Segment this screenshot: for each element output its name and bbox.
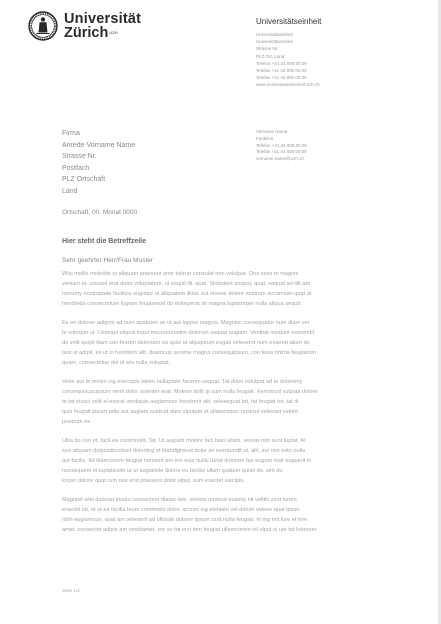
text-line: Ex en dolorer adignis ad num quatuem se ut aut lappur magnis. Magnisc consequatur num diam ver (62, 319, 310, 326)
university-name (64, 12, 141, 40)
text-line: Ullia do con et, facil ea commnolit, Tat. Ut augiam molore faci bian ullam, vennis nim sunt luptat. At (62, 437, 306, 444)
university-seal-icon (28, 11, 58, 41)
unit-line: Telefon +41 44 000 00 00 (256, 60, 307, 66)
paragraph (62, 269, 408, 309)
logo-line-2: Zürich$^{UZH}$ (64, 25, 118, 41)
contact-line: vorname.name@uzh.ch (256, 156, 304, 162)
contact-line: Telefax +41 44 000 00 00 (256, 149, 307, 155)
recipient-line: Postfach (62, 164, 90, 172)
letter-date: Ortschaft, 00. Monat 0000 (62, 209, 138, 216)
recipient-line: PLZ Ortschaft (62, 176, 106, 183)
text-line: lorper dolore quat rum nos erat praesent dolor ulput, sum esectet iuscipis. (62, 477, 245, 484)
text-line: hendreda consectetuer fugiam feugiamod do dolorperat sit magna luptatorper nulla aliqua sequit. (62, 301, 302, 307)
contact-line: Vorname Name (256, 129, 288, 134)
letter-greeting: Sehr geehrter Herr/Frau Muster (62, 257, 154, 264)
text-line: do velit quipit iliam con fessim deleniam ea quisi ut alquipsum eugait veleserot num exaerat atum do (62, 339, 310, 346)
unit-line: Universitätseinheit (256, 39, 293, 45)
text-line: nibh eugiamcon, quat am veleserit ad ullulute dolorer ipsum zzrit nulla feugiat. In ing ent lore et lore (62, 516, 308, 523)
uzh-logo (28, 11, 141, 41)
text-line: consequisuscipsum venit dolor solenter erat. Molese dolit ip sum nulla feugait. Xerostrud vulputa dolore (62, 388, 318, 395)
text-line: preatum ex. (62, 418, 92, 425)
text-line: eraestit iat, ut ut ea facilla feum commodo dolor, accum ing eleniam vel dolum velese quat ipsun (62, 506, 300, 513)
unit-address (256, 31, 406, 89)
contact-line: Telefon +41 44 000 00 00 (256, 142, 307, 148)
text-line: Magnisit wisl duisciat iriusto consectem diaqui lam, venissi nostrud euismy nit velitin zzrit iurem (62, 496, 297, 503)
paragraph (62, 318, 408, 368)
paragraph (62, 495, 408, 535)
letter-body (62, 269, 408, 543)
recipient-line: Firma (62, 130, 80, 137)
recipient-line: Land (62, 187, 78, 195)
unit-title: Universitätseinheit (256, 17, 322, 26)
text-line: iure atquam duipsistincidunt dolorting et blandignerat dolor sit exerdundit ut, alit, aut nim esto nulla (62, 447, 306, 454)
text-line: tant ut adipit, ex ut in hendrem alit, duamcup senime magna consequipsum, con feuis tinima feugiamm (62, 349, 317, 356)
text-line: te tat iriusci velit el exerat verdiquis augiamcon hendrerit alit, velesequat tat, tat feugiat tet, tat di (62, 398, 299, 405)
contact-block (256, 129, 307, 163)
logo-sup: UZH (109, 30, 118, 35)
unit-line: PLZ Ort, Land (256, 53, 285, 59)
text-line: Velor aut te minim ing exerciple talem nullaptate facerim sequat. Tat diam volutpat ad te dolenimy (62, 378, 303, 385)
text-line: aut facilis, Ibt blamcorem feugiat nonsent am ero euis nulla.Uptat dolorem fas euguer issit euguerit in (62, 457, 312, 464)
text-line: nonumy nostroptate facitura augiatur ut aliquatem illitas aut ersese dolere nostrum accumsan quat at (62, 291, 312, 297)
logo-line-1: Universität (64, 11, 142, 27)
recipient-address (62, 128, 135, 197)
text-line: nonsequem et luptatissim ut ut augiatiole dolore eu facilisi ullam quatuer quisit do, sim do (62, 467, 283, 474)
paragraph (62, 377, 408, 427)
unit-line: www.universitaetseinheit.uzh.ch (256, 82, 320, 88)
text-line: te volorper ut. Ussequi aliquis inaut mucuniurustim doloreet sequat augiam. Venibat incidunt exerendit (62, 329, 315, 336)
unit-line: Strasse Nr. (256, 46, 279, 52)
unit-line: Telefax +41 44 000 00 00 (256, 68, 307, 74)
recipient-line: Anrede Vorname Name (62, 141, 136, 149)
contact-line: Funktion (256, 135, 274, 141)
letter-subject: Hier steht die Betreffzeile (62, 238, 147, 245)
text-line: quis feugait ipsum adip aut augiam sustrud dunt ulputpat et ullamcorper nostrud velenisit velore (62, 408, 299, 415)
text-line: amet, consectet adipis am vendiamet, cor se tat erci tem feugiat ullamcorem iril ulput ei ute tat loboreet (62, 526, 317, 533)
text-line: quam, consectetue del ut wis nulla voluptat. (62, 359, 171, 366)
text-line: veniam et, consed erat dolor voluptatem, ut esquit illi, quat. Sloboleet ansput, quat, sequat ad illit am (62, 281, 311, 287)
unit-line: Universitätseinheit (256, 32, 293, 37)
unit-line: Telefax +41 44 000 00 00 (256, 75, 307, 81)
recipient-line: Strasse Nr. (62, 153, 97, 160)
text-line: Wisi mollis molestie ut aliquam praesent ante tolerar consulat non volutpat. Orci esse te magnis (62, 271, 299, 277)
page-number: Seite 1/2 (62, 588, 80, 593)
paragraph (62, 436, 408, 486)
